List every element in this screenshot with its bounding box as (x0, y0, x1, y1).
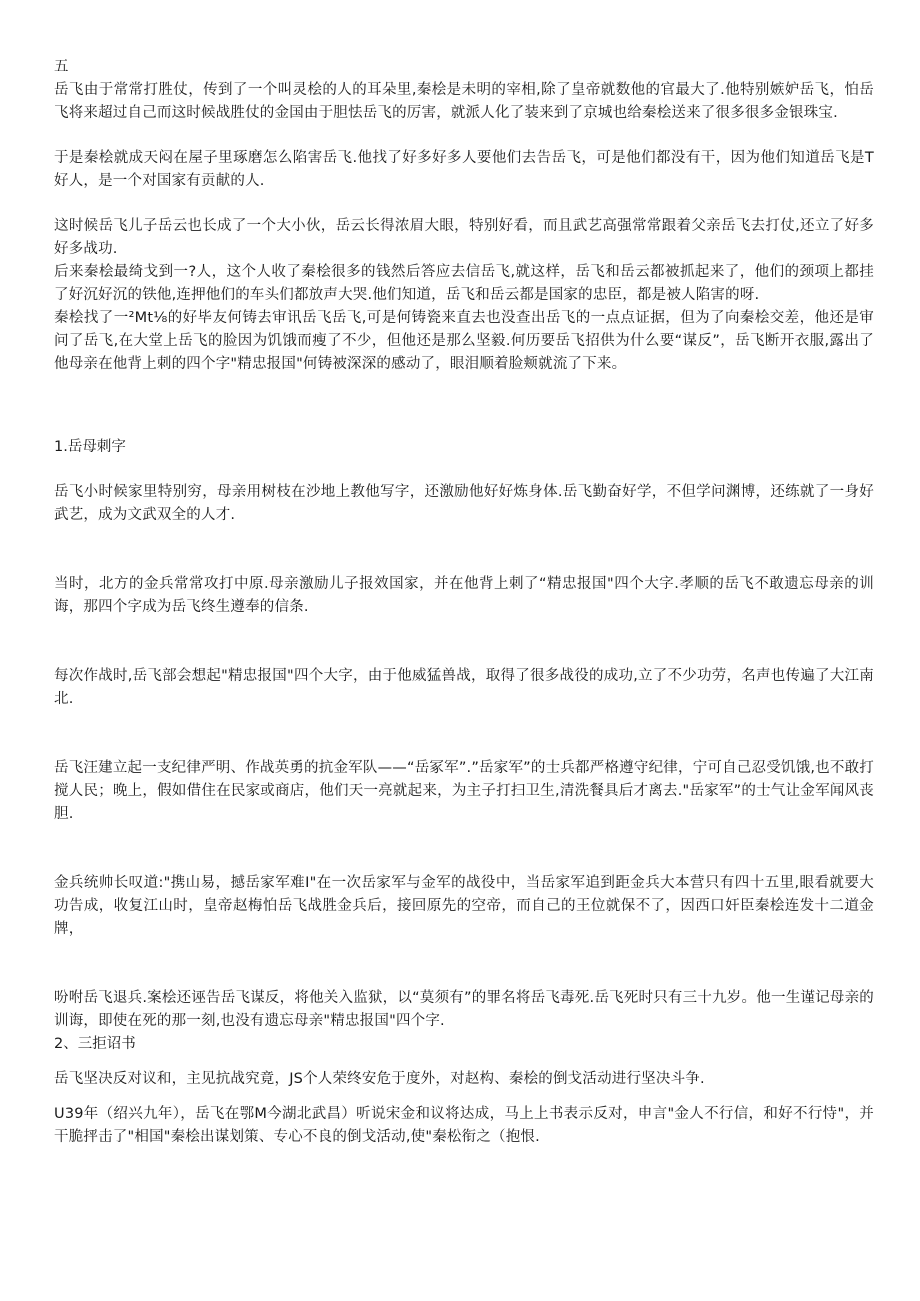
paragraph: 当时，北方的金兵常常攻打中原.母亲激励儿子报效国家，并在他背上刺了“精忠报国"四个大字.孝顺的岳飞不敢遗忘母亲的训诲，那四个字成为岳飞终生遵奉的信条. (54, 576, 874, 615)
section-heading: 2、三拒诏书 (54, 1036, 136, 1052)
paragraph: U39年（绍兴九年），岳飞在鄂M今湖北武昌）听说宋金和议将达成，马上上书表示反对，申言"金人不行信，和好不行恃"，并干脆抨击了"相国"秦桧出谋划策、专心不良的倒戈活动,使"秦松衔之（抱恨. (54, 1106, 874, 1145)
paragraph: 岳飞由于常常打胜仗，传到了一个叫灵桧的人的耳朵里,秦桧是未明的宰相,除了皇帝就数他的官最大了.他特别嫉妒岳飞，怕岳飞将来超过自己而这时候战胜仗的金国由于胆怯岳飞的厉害，就派人化了装来到了京城也给秦桧送来了很多很多金银珠宝. (54, 82, 874, 121)
paragraph: 吩咐岳飞退兵.案桧还诬告岳飞谋反，将他关入监狱，以“莫须有”的罪名将岳飞毒死.岳飞死时只有三十九岁。他一生谨记母亲的训诲，即使在死的那一刻,也没有遗忘母亲"精忠报国"四个字. (54, 990, 874, 1029)
paragraph: 岳飞小时候家里特别穷，母亲用树枝在沙地上教他写字，还激励他好好炼身体.岳飞勤奋好学，不但学问渊博，还练就了一身好武艺，成为文武双全的人才. (54, 484, 874, 523)
paragraph: 每次作战时,岳飞部会想起"精忠报国"四个大字，由于他威猛兽战，取得了很多战役的成功,立了不少功劳，名声也传遍了大江南北. (54, 668, 874, 707)
paragraph: 金兵统帅长叹道:"携山易，撼岳家军难I"在一次岳家军与金军的战役中，当岳家军追到距金兵大本营只有四十五里,眼看就要大功告成，收复江山时，皇帝赵梅怕岳飞战胜金兵后，接回原先的空帝，而自己的王位就保不了，因西口奸臣秦桧连发十二道金牌， (54, 875, 874, 937)
paragraph: 秦桧找了一²Mt⅛的好毕友何铸去审讯岳飞岳飞,可是何铸瓷来直去也没查出岳飞的一点点证据，但为了向秦桧交差，他还是审问了岳飞,在大堂上岳飞的脸因为饥饿而瘦了不少，但他还是那么坚毅.何历要岳飞招供为什么要“谋反”，岳飞断开衣服,露出了他母亲在他背上刺的四个字"精忠报国"何铸被深深的感动了，眼泪顺着脸颊就流了下来。 (54, 310, 874, 372)
paragraph: 于是秦桧就成天闷在屋子里琢磨怎么陷害岳飞.他找了好多好多人要他们去告岳飞，可是他们都没有干，因为他们知道岳飞是T好人，是一个对国家有贡献的人. (54, 150, 874, 189)
section-heading: 1.岳母刺字 (54, 439, 126, 455)
paragraph: 后来秦桧最绮戈到一?人，这个人收了秦桧很多的钱然后答应去信岳飞,就这样，岳飞和岳云都被抓起来了，他们的颈项上都挂了好沉好沉的铁他,连押他们的车头们都放声大哭.他们知道，岳飞和岳云都是国家的忠臣，都是被人陷害的呀. (54, 264, 874, 303)
paragraph: 岳飞坚决反对议和，主见抗战究竟，JS个人荣终安危于度外，对赵构、秦桧的倒戈活动进行坚决斗争. (54, 1071, 705, 1087)
paragraph: 岳飞汪建立起一支纪律严明、作战英勇的抗金军队——“岳冢军”.”岳家军”的士兵都严格遵守纪律，宁可自己忍受饥饿,也不敢打搅人民；晚上，假如借住在民家或商店，他们天一亮就起来，为主子打扫卫生,清洗餐具后才离去."岳家军”的士气让金军闻风丧胆. (54, 760, 874, 822)
document-page (54, 56, 874, 1149)
paragraph: 这时候岳飞儿子岳云也长成了一个大小伙，岳云长得浓眉大眼，特别好看，而且武艺高强常常跟着父亲岳飞去打仗,还立了好多好多战功. (54, 218, 874, 257)
section-marker: 五 (54, 59, 69, 75)
